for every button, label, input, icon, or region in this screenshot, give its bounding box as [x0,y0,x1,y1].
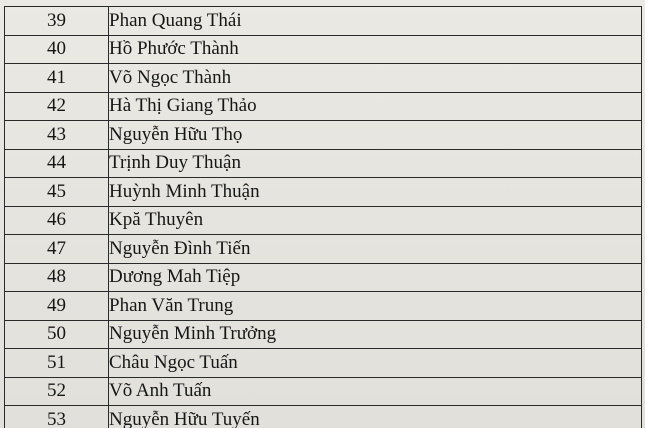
row-name: Nguyễn Hữu Tuyến [109,406,642,428]
row-name: Phan Văn Trung [109,292,642,321]
row-name: Dương Mah Tiệp [109,263,642,292]
row-number: 40 [5,35,109,64]
table-row [5,178,642,207]
row-name: Võ Ngọc Thành [109,64,642,93]
row-number: 48 [5,263,109,292]
row-number: 42 [5,92,109,121]
row-number: 43 [5,121,109,150]
row-name: Kpă Thuyên [109,206,642,235]
row-name: Nguyễn Đình Tiến [109,235,642,264]
row-name: Huỳnh Minh Thuận [109,178,642,207]
table-row [5,377,642,406]
row-name: Nguyễn Minh Trưởng [109,320,642,349]
table-row [5,292,642,321]
row-number: 39 [5,7,109,36]
table-row [5,320,642,349]
row-name: Hà Thị Giang Thảo [109,92,642,121]
row-number: 52 [5,377,109,406]
table-row [5,64,642,93]
name-table [4,6,642,428]
row-name: Nguyễn Hữu Thọ [109,121,642,150]
table-row [5,263,642,292]
row-number: 47 [5,235,109,264]
table-row [5,35,642,64]
name-table-body [5,7,642,428]
row-name: Hồ Phước Thành [109,35,642,64]
table-row [5,206,642,235]
table-row [5,121,642,150]
table-row [5,149,642,178]
row-number: 49 [5,292,109,321]
row-number: 44 [5,149,109,178]
row-name: Phan Quang Thái [109,7,642,36]
row-number: 41 [5,64,109,93]
table-row [5,7,642,36]
table-row [5,406,642,428]
row-name: Võ Anh Tuấn [109,377,642,406]
row-name: Trịnh Duy Thuận [109,149,642,178]
row-number: 53 [5,406,109,428]
row-name: Châu Ngọc Tuấn [109,349,642,378]
row-number: 45 [5,178,109,207]
row-number: 51 [5,349,109,378]
row-number: 46 [5,206,109,235]
row-number: 50 [5,320,109,349]
table-row [5,92,642,121]
table-row [5,349,642,378]
table-row [5,235,642,264]
